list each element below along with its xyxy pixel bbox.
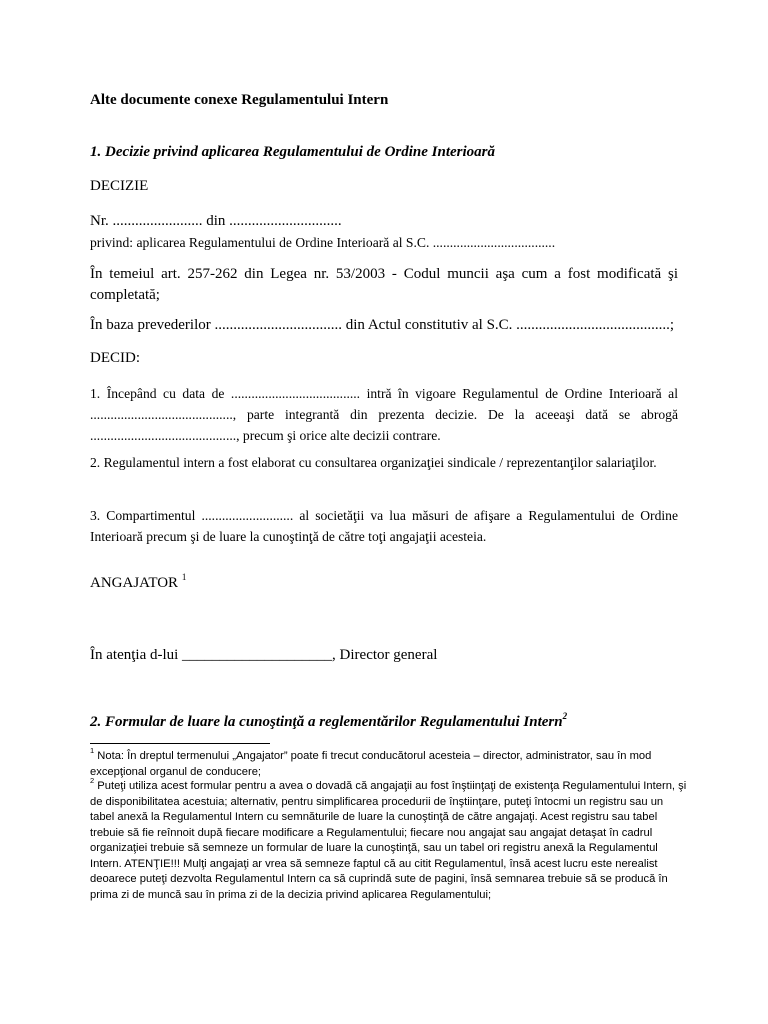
decid-label: DECID: [90,350,140,366]
temei-paragraph: În temeiul art. 257-262 din Legea nr. 53/2003 - Codul muncii aşa cum a fost modificată şi completată; [90,266,678,303]
nr-line: Nr. ........................ din .............................. [90,213,342,229]
footnote-1-text: Nota: În dreptul termenului „Angajator” poate fi trecut conducătorul acesteia – director, administrator, sau în mod excepţional organul de conducere; [90,750,652,778]
footnote-2-text: Puteţi utiliza acest formular pentru a avea o dovadă că angajaţii au fost înştiinţaţi de existenţa Regulamentului Intern, şi de disponibilitatea acestuia; alternativ, pentru simplificarea procedurii de înştiinţare, puteţi întocmi un registru sau un tabel anexă la Regulamentul Intern cu semnăturile de luare la cunoştinţă de către angajaţi. Acest registru sau tabel trebuie să fie reînnoit după fiecare modificare a Regulamentului; fiecare nou angajat sau angajat detaşat în cadrul organizaţiei trebuie să semneze un formular de luare la cunoştinţă, sau un tabel ori registru anexă la Regulamentul Intern. ATENŢIE!!! Mulţi angajaţi ar vrea să semneze faptul că au citit Regulamentul, însă acest lucru este nerealist deoarece puteţi dezvolta Regulamentul Intern ca să cuprindă sute de pagini, însă semnarea trebuie să se producă în prima zi de muncă sau în prima zi de la decizia privind aplicarea Regulamentului; [90,780,687,901]
privind-line: privind: aplicarea Regulamentului de Ordine Interioară al S.C. .................................... [90,235,556,250]
section2-title-text: 2. Formular de luare la cunoştinţă a reglementărilor Regulamentului Intern [90,714,563,730]
baza-paragraph: În baza prevederilor .................................. din Actul constitutiv al S.C. .........................................; [90,317,675,333]
footnote-1 [90,746,690,780]
atentia-line: În atenţia d-lui ____________________, Director general [90,647,438,663]
footnote-2 [90,776,690,903]
decision-number-block [90,211,678,253]
angajator-label [90,573,678,594]
footnote-ref-1: 1 [181,572,187,582]
decizie-label: DECIZIE [90,178,149,194]
section1-title: 1. Decizie privind aplicarea Regulamentului de Ordine Interioară [90,144,496,160]
article-2: 2. Regulamentul intern a fost elaborat cu consultarea organizaţiei sindicale / reprezentanţilor salariaţilor. [90,455,657,470]
article-3: 3. Compartimentul ........................... al societăţii va lua măsuri de afişare a Regulamentului de Ordine Interioară precum şi de luare la cunoştinţă de către toţi angajaţii acesteia. [90,508,678,544]
article-1: 1. Începând cu data de ...................................... intră în vigoare Regulamentul de Ordine Interioară al .........................................., parte integrantă din prezenta decizie. De la aceeaşi dată se abrogă ..........................................., precum şi orice alte decizii contrare. [90,386,678,443]
document-heading: Alte documente conexe Regulamentului Intern [90,92,389,108]
footnote-1-number: 1 [90,746,95,756]
footnote-separator [90,743,270,744]
footnote-ref-2: 2 [562,711,568,721]
angajator-text: ANGAJATOR [90,575,179,591]
section2-title [90,712,678,733]
footnote-2-number: 2 [90,776,95,786]
